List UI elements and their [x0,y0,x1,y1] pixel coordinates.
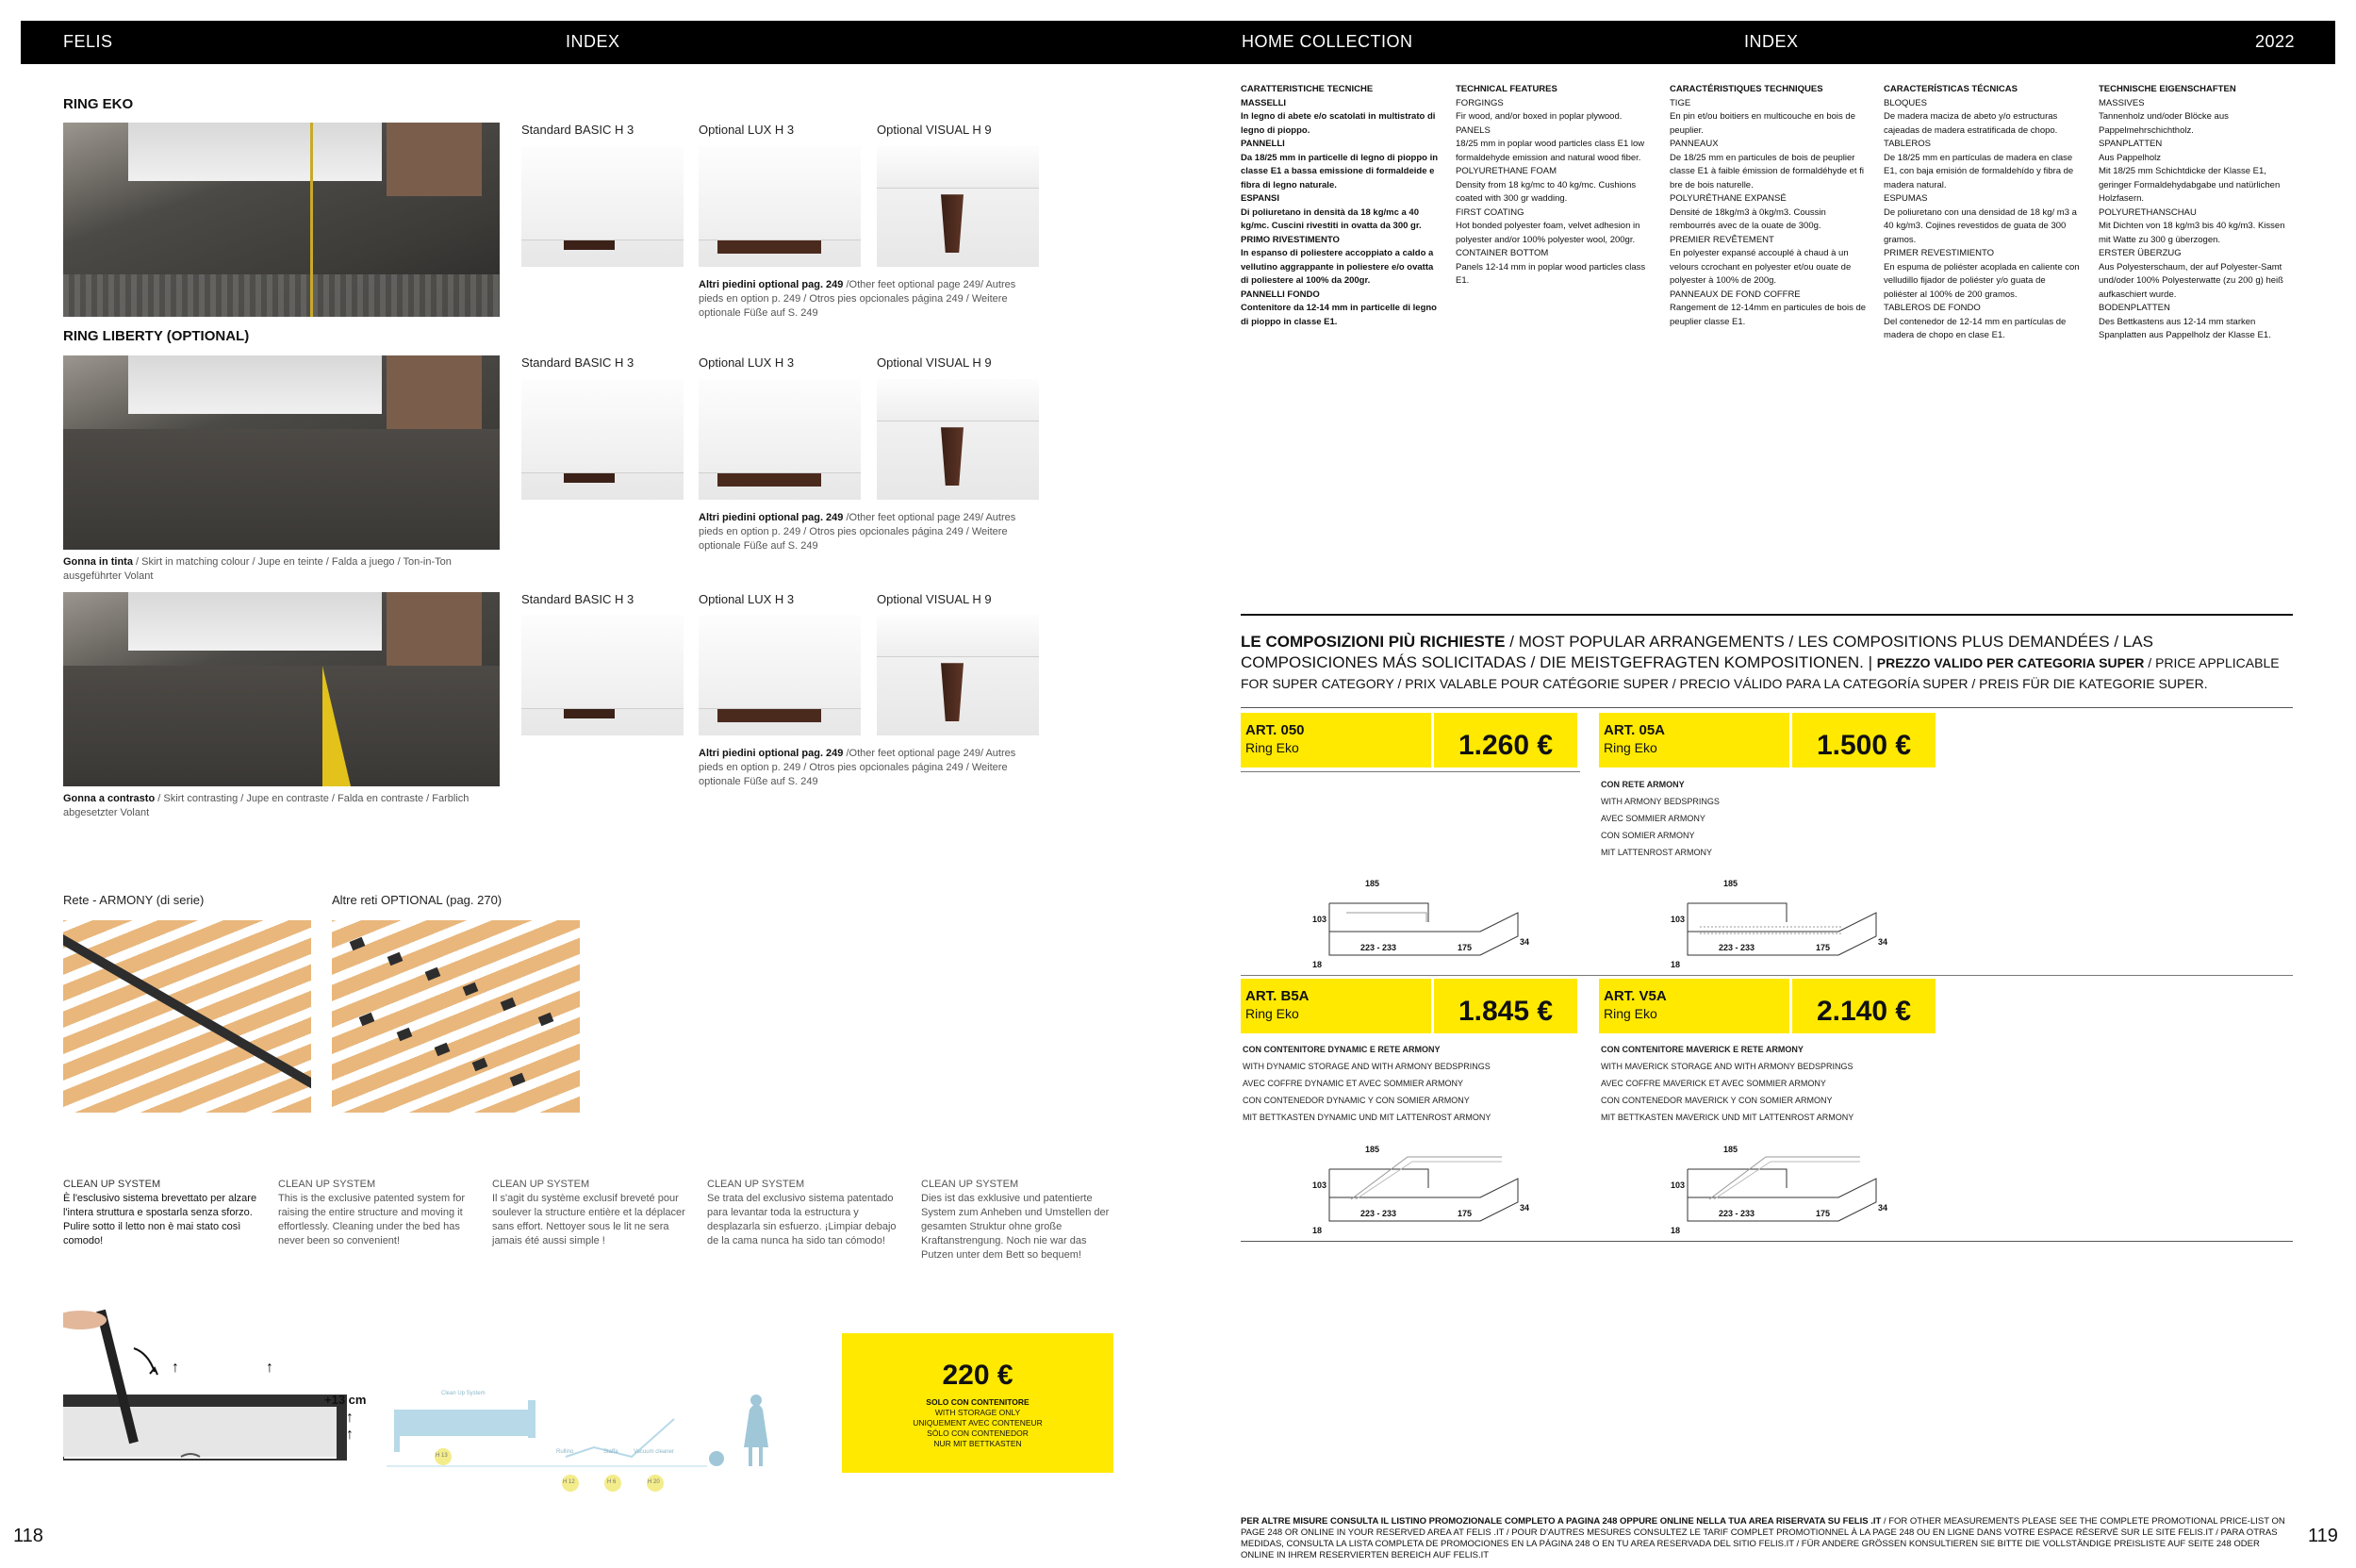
diagram-label: Vacuum cleaner [634,1449,674,1455]
dim-foot: 18 [1312,1226,1323,1235]
slat-image-optional [332,920,580,1113]
foot-image-basic [521,615,684,735]
collection-title: HOME COLLECTION [1242,32,1413,51]
foot-label: Optional VISUAL H 9 [877,355,992,370]
article-name: Ring Eko [1604,740,1657,755]
article-spec: CON CONTENITORE DYNAMIC E RETE ARMONY WITH DYNAMIC STORAGE AND WITH ARMONY BEDSPRINGS AVEC COFFRE DYNAMIC ET AVEC SOMMIER ARMONY CON CONTENEDOR DYNAMIC Y CON SOMIER ARMONY MIT BETTKASTEN DYNAMIC UND MIT LATTENROST ARMONY [1243,1045,1491,1122]
svg-text:↑: ↑ [172,1360,179,1376]
arrangements-heading: LE COMPOSIZIONI PIÙ RICHIESTE / MOST POPULAR ARRANGEMENTS / LES COMPOSITIONS PLUS DEMANDÉES / LAS COMPOSICIONES MÁS SOLICITADAS / DIE MEISTGEFRAGTEN KOMPOSITIONEN. | PREZZO VALIDO PER CATEGORIA SUPER / PRICE APPLICABLE FOR SUPER CATEGORY / PRIX VALABLE POUR CATÉGORIE SUPER / PRECIO VÁLIDO PARA LA CATEGORÍA SUPER / PREIS FÜR DIE KATEGORIE SUPER. [1241,633,2280,691]
article-spec: CON RETE ARMONY WITH ARMONY BEDSPRINGS AVEC SOMMIER ARMONY CON SOMIER ARMONY MIT LATTENROST ARMONY [1601,780,1720,857]
page-number-left: 118 [13,1526,43,1546]
tech-col-es: CARACTERÍSTICAS TÉCNICAS BLOQUES De madera maciza de abeto y/o estructuras cajeadas de madera estratificada de chopo. TABLEROS De 18/25 mm en partículas de madera en clase E1, con baja emisión de formaldehído y fibra de madera natural. ESPUMAS De poliuretano con una densidad de 18 kg/ m3 a 40 kg/m3. Cojines revestidos de guata de 300 gramos. PRIMER REVESTIMIENTO En espuma de poliéster acoplada en caliente con velludillo fijador de poliéster y/o guata de poliéster al 100% de 200 gramos. TABLEROS DE FONDO Del contenedor de 12-14 mm en partículas de madera de chopo en clase E1. [1884,84,2080,340]
foot-image-basic [521,146,684,267]
dim-side: 34 [1878,1203,1888,1213]
tech-col-en: TECHNICAL FEATURES FORGINGS Fir wood, and/or boxed in poplar plywood. PANELS 18/25 mm in poplar wood particles class E1 low formaldehyde emission and natural wood fiber. POLYURETHANE FOAM Density from 18 kg/mc to 40 kg/mc. Cushions coated with 300 gr wadding. FIRST COATING Hot bonded polyester foam, velvet adhesion in polyester and/or 100% polyester wool, 200gr. CONTAINER BOTTOM Panels 12-14 mm in poplar wood particles class E1. [1456,84,1646,286]
diagram-title: Clean Up System [441,1391,486,1396]
promo-line: SÓLO CON CONTENEDOR [927,1428,1029,1438]
dim-foot: 18 [1312,960,1323,969]
section-title-ring-liberty: RING LIBERTY (OPTIONAL) [63,328,250,344]
foot-image-basic [521,379,684,500]
cleanup-it: CLEAN UP SYSTEM È l'esclusivo sistema brevettato per alzare l'intera struttura e spostarla senza sforzo. Pulire sotto il letto non è mai stato così comodo! [63,1179,257,1246]
cleanup-en: CLEAN UP SYSTEM This is the exclusive patented system for raising the entire structure and moving it effortlessly. Cleaning under the bed has never been so convenient! [278,1179,466,1246]
brand-left: FELIS [63,32,113,51]
dim-depth: 223 - 233 [1719,943,1755,952]
bed-dimension-drawing [1309,875,1535,969]
tech-col-fr: CARACTÉRISTIQUES TECHNIQUES TIGE En pin et/ou boitiers en multicouche en bois de peuplier. PANNEAUX De 18/25 mm en particules de bois de peuplier classe E1 à faible émission de formaldéhyde et fi bre de bois naturelle. POLYURÉTHANE EXPANSÉ Densité de 18kg/m3 à 0kg/m3. Coussin rembourrés avec de la ouate de 300g. PREMIER REVÊTEMENT En polyester expansé accouplé à chaud à un velours ccrochant en polyester et/ou ouate de polyester à 100% de 200g. PANNEAUX DE FOND COFFRE Rangement de 12-14mm en particules de bois de peuplier classe E1. [1670,84,1867,327]
article-label-box [1241,979,1431,1033]
foot-label: Optional VISUAL H 9 [877,592,992,606]
dim-height: 103 [1312,1180,1327,1190]
dim-width: 185 [1723,879,1738,888]
cleanup-de: CLEAN UP SYSTEM Dies ist das exklusive und patentierte System zum Anheben und Umstellen der gesamten Struktur ohne große Kraftanstrengung. Noch nie war das Putzen unter dem Bett so bequem! [921,1179,1110,1261]
svg-text:↑: ↑ [266,1360,273,1376]
divider [1241,975,2293,976]
article-label-box [1241,713,1431,767]
net-label-optional: Altre reti OPTIONAL (pag. 270) [332,893,503,907]
arrow-up-icon: ↑ ↑ [346,1410,354,1443]
page-number-right: 119 [2308,1526,2338,1546]
divider [1241,707,2293,708]
index-right: INDEX [1744,32,1799,51]
feet-note: Altri piedini optional pag. 249 /Other feet optional page 249/ Autres pieds en option p. 249 / Otros pies opcionales página 249 / Weitere optionale Füße auf S. 249 [699,279,1016,319]
foot-image-visual [877,615,1039,735]
feet-note: Altri piedini optional pag. 249 /Other feet optional page 249/ Autres pieds en option p. 249 / Otros pies opcionales página 249 / Weitere optionale Füße auf S. 249 [699,748,1016,787]
cleanup-diagram [387,1372,801,1494]
divider [1241,771,1580,772]
dim-height: 103 [1312,915,1327,924]
dim-foot: 18 [1671,960,1681,969]
article-code: ART. 05A [1604,722,1666,738]
foot-label: Optional VISUAL H 9 [877,123,992,137]
section-title-ring-eko: RING EKO [63,96,134,112]
dim-side: 34 [1520,1203,1530,1213]
dim-depth: 223 - 233 [1719,1209,1755,1218]
index-left: INDEX [566,32,620,51]
diagram-label: H 13 [436,1453,448,1459]
feet-note: Altri piedini optional pag. 249 /Other feet optional page 249/ Autres pieds en option p. 249 / Otros pies opcionales página 249 / Weitere optionale Füße auf S. 249 [699,512,1016,552]
foot-image-lux [699,615,861,735]
article-name: Ring Eko [1604,1006,1657,1021]
foot-label: Optional LUX H 3 [699,355,795,370]
bed-dimension-drawing [1309,1141,1535,1235]
promo-price: 220 € [942,1360,1013,1391]
bed-photo-ring-liberty [63,355,500,550]
tech-col-de: TECHNISCHE EIGENSCHAFTEN MASSIVES Tannenholz und/oder Blöcke aus Pappelmehrschichtholz. SPANPLATTEN Aus Pappelholz Mit 18/25 mm Schichtdicke der Klasse E1, geringer Formaldehydabgabe und natürlichen Holzfasern. POLYURETHANSCHAU Mit Dichten von 18 kg/m3 bis 40 kg/m3. Kissen mit Watte zu 300 g überzogen. ERSTER ÜBERZUG Aus Polyesterschaum, der auf Polyester-Samt und/oder 100% Polyesterwatte (zu 200 g) heiß aufkaschiert wurde. BODENPLATTEN Des Bettkastens aus 12-14 mm starken Spanplatten aus Pappelholz der Klasse E1. [2099,84,2285,340]
tech-col-it: CARATTERISTICHE TECNICHE MASSELLI In legno di abete e/o scatolati in multistrato di legno di pioppo. PANNELLI Da 18/25 mm in particelle di legno di pioppo in classe E1 a bassa emissione di formaldeide e fibra di legno naturale. ESPANSI Di poliuretano in densità da 18 kg/mc a 40 kg/mc. Cuscini rivestiti in ovatta da 300 gr. PRIMO RIVESTIMENTO In espanso di poliestere accoppiato a caldo a vellutino aggrappante in poliestere e/o ovatta di poliestere al 100% da 200gr. PANNELLI FONDO Contenitore da 12-14 mm in particelle di legno di pioppo in classe E1. [1241,84,1439,327]
article-name: Ring Eko [1245,1006,1299,1021]
footer-note: PER ALTRE MISURE CONSULTA IL LISTINO PROMOZIONALE COMPLETO A PAGINA 248 OPPURE ONLINE NELLA TUA AREA RISERVATA SU FELIS .IT / FOR OTHER MEASUREMENTS PLEASE SEE THE COMPLETE PROMOTIONAL PRICE-LIST ON PAGE 248 OR ONLINE IN YOUR RESERVED AREA AT FELIS .IT / POUR D'AUTRES MESURES CONSULTEZ LE TARIF COMPLET PROMOTIONNEL À LA PAGE 248 OU EN LIGNE DANS VOTRE ESPACE RÉSERVÉ SUR LE SITE FELIS.IT / PARA OTRAS MEDIDAS, CONSULTA LA LISTA COMPLETA DE PROMOCIONES EN LA PÁGINA 248 O EN TU AREA RESERVADA DEL SITIO FELIS.IT / FÜR ANDERE GRÖSSEN KONSULTIEREN SIE BITTE DIE VOLLSTÄNDIGE PREISLISTE AUF SEITE 248 ODER ONLINE IN IHREM RESERVIERTEN BEREICH AUF FELIS.IT [1241,1516,2285,1560]
dim-side: 34 [1878,937,1888,947]
article-label-box [1599,979,1789,1033]
dim-width: 185 [1365,1145,1380,1154]
foot-label: Optional LUX H 3 [699,123,795,137]
cleanup-fr: CLEAN UP SYSTEM Il s'agit du système exclusif breveté pour soulever la structure entière et la déplacer sans effort. Nettoyer sous le lit ne sera jamais été aussi simple ! [492,1179,685,1246]
dim-depth: 223 - 233 [1360,1209,1397,1218]
article-label-box [1599,713,1789,767]
foot-label: Optional LUX H 3 [699,592,795,606]
foot-image-visual [877,379,1039,500]
slat-image-armony [63,920,311,1113]
diagram-label: H 20 [648,1479,660,1485]
dim-foot: 18 [1671,1226,1681,1235]
foot-image-lux [699,146,861,267]
bed-dimension-drawing [1667,875,1893,969]
foot-image-visual [877,146,1039,267]
article-code: ART. V5A [1604,988,1667,1004]
foot-image-lux [699,379,861,500]
bed-photo-contrast-skirt [63,592,500,786]
lift-height-label: +13 cm [324,1393,367,1407]
lift-illustration [63,1306,374,1476]
bed-photo-ring-eko [63,123,500,317]
divider [1241,614,2293,616]
promo-line: WITH STORAGE ONLY [934,1408,1021,1417]
promo-box [842,1333,1113,1473]
foot-label: Standard BASIC H 3 [521,592,634,606]
foot-label: Standard BASIC H 3 [521,355,634,370]
promo-line: NUR MIT BETTKASTEN [933,1439,1022,1448]
promo-line: SOLO CON CONTENITORE [926,1397,1030,1407]
diagram-label: Staffa [603,1449,618,1455]
skirt-caption: Gonna a contrasto / Skirt contrasting / Jupe en contraste / Falda en contraste / Farblich abgesetzter Volant [63,793,470,818]
dim-height: 103 [1671,915,1686,924]
dim-width: 185 [1723,1145,1738,1154]
article-name: Ring Eko [1245,740,1299,755]
bed-dimension-drawing [1667,1141,1893,1235]
top-bar [21,21,2335,64]
diagram-label: H 6 [607,1479,617,1485]
foot-label: Standard BASIC H 3 [521,123,634,137]
dim-depth: 223 - 233 [1360,943,1397,952]
year: 2022 [2255,32,2296,51]
net-label-armony: Rete - ARMONY (di serie) [63,893,205,907]
promo-line: UNIQUEMENT AVEC CONTENEUR [913,1418,1043,1428]
dim-depth-inner: 175 [1816,943,1831,952]
dim-depth-inner: 175 [1458,1209,1473,1218]
divider [1241,1241,2293,1242]
dim-width: 185 [1365,879,1380,888]
article-code: ART. B5A [1245,988,1310,1004]
skirt-caption: Gonna in tinta / Skirt in matching colour / Jupe en teinte / Falda a juego / Ton-in-Ton ausgeführter Volant [63,556,452,582]
dim-depth-inner: 175 [1458,943,1473,952]
dim-depth-inner: 175 [1816,1209,1831,1218]
dim-side: 34 [1520,937,1530,947]
article-price: 1.500 € [1792,713,1936,767]
article-spec: CON CONTENITORE MAVERICK E RETE ARMONY WITH MAVERICK STORAGE AND WITH ARMONY BEDSPRINGS AVEC COFFRE MAVERICK ET AVEC SOMMIER ARMONY CON CONTENEDOR MAVERICK Y CON SOMIER ARMONY MIT BETTKASTEN MAVERICK UND MIT LATTENROST ARMONY [1601,1045,1854,1122]
cleanup-es: CLEAN UP SYSTEM Se trata del exclusivo sistema patentado para levantar toda la estructura y desplazarla sin esfuerzo. ¡Limpiar debajo de la cama nunca ha sido tan cómodo! [707,1179,897,1246]
article-price: 1.260 € [1434,713,1577,767]
article-price: 1.845 € [1434,979,1577,1033]
article-price: 2.140 € [1792,979,1936,1033]
dim-height: 103 [1671,1180,1686,1190]
article-code: ART. 050 [1245,722,1305,738]
diagram-label: H 12 [563,1479,575,1485]
diagram-label: Rullino [556,1449,574,1455]
